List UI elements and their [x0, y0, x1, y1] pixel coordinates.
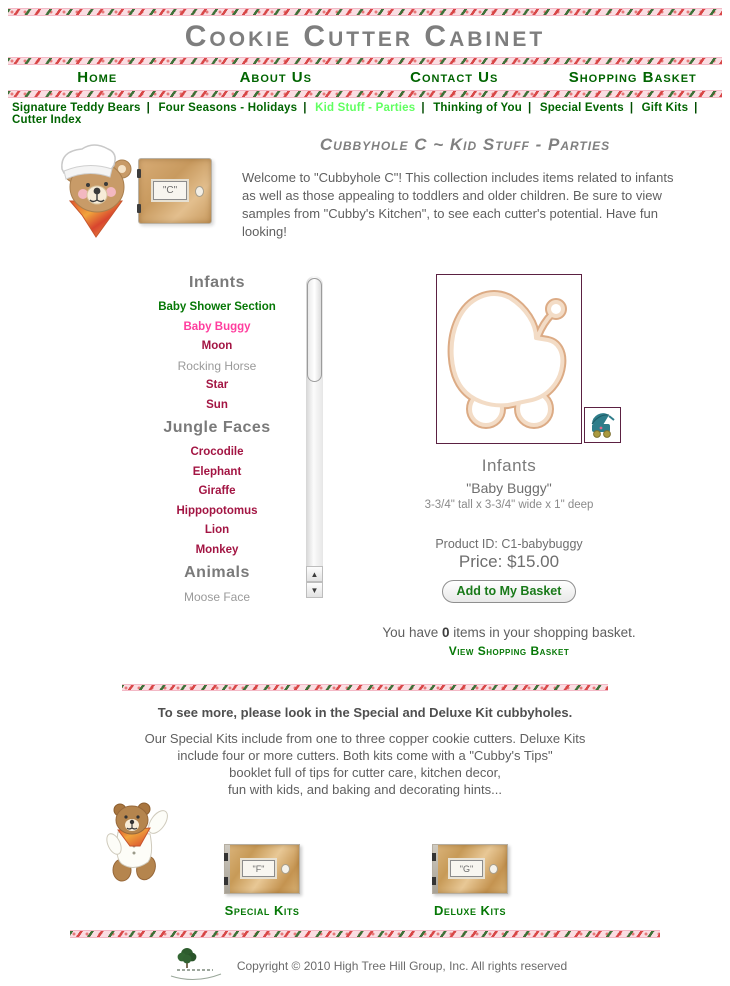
product-id: Product ID: C1-babybuggy: [435, 537, 583, 551]
page-title: Cubbyhole C ~ Kid Stuff - Parties: [319, 135, 611, 154]
basket-status-post: items in your shopping basket.: [449, 625, 636, 640]
product-category: Infants: [481, 456, 537, 475]
list-item-moose-face: Moose Face: [183, 590, 251, 604]
cutter-list-panel: [0, 270, 330, 660]
category-nav: [0, 98, 730, 126]
intro-text-column: [242, 132, 730, 250]
scrollbar-thumb[interactable]: [307, 278, 322, 382]
list-item-rocking-horse: Rocking Horse: [177, 358, 257, 373]
list-link-star[interactable]: Star: [205, 379, 229, 391]
subnav-signature-teddy-bears[interactable]: Signature Teddy Bears: [12, 102, 141, 114]
book-f-label: "F": [242, 860, 275, 877]
main-nav: [8, 65, 722, 90]
list-link-baby-shower-section[interactable]: Baby Shower Section: [158, 301, 276, 313]
kits-paragraph: [0, 730, 730, 798]
nav-shopping-basket[interactable]: Shopping Basket: [568, 69, 697, 86]
product-section: [0, 270, 730, 660]
nav-about-us[interactable]: About Us: [239, 69, 312, 86]
book-hinge: [432, 877, 436, 885]
site-title: Cookie Cutter Cabinet: [184, 20, 546, 53]
basket-count: 0: [441, 625, 450, 640]
cabinet-hinge: [137, 169, 141, 178]
book-hinge: [432, 853, 436, 861]
subnav-separator: |: [421, 102, 425, 114]
subnav-separator: |: [694, 102, 698, 114]
list-link-elephant[interactable]: Elephant: [192, 465, 242, 478]
candy-stripe-under-nav: [8, 90, 722, 98]
product-name: "Baby Buggy": [466, 480, 552, 496]
subnav-cutter-index[interactable]: Cutter Index: [12, 114, 82, 126]
kits-paragraph-line: booklet full of tips for cutter care, kitchen decor,: [229, 765, 501, 780]
product-price: [344, 552, 674, 572]
basket-status-pre: You have: [382, 625, 442, 640]
cutter-list: [142, 270, 292, 660]
kits-section: [0, 684, 730, 920]
price-label: Price:: [458, 552, 503, 571]
cabinet-hinge: [137, 204, 141, 213]
kits-headline: To see more, please look in the Special and Deluxe Kit cubbyholes.: [157, 705, 573, 720]
list-link-monkey[interactable]: Monkey: [195, 543, 239, 556]
list-link-giraffe[interactable]: Giraffe: [198, 485, 236, 497]
product-panel: [344, 270, 674, 660]
baby-buggy-cutter-image: [442, 280, 576, 438]
kits-paragraph-line: fun with kids, and baking and decorating hints...: [228, 782, 502, 797]
subnav-separator: |: [146, 102, 151, 114]
nav-contact-us[interactable]: Contact Us: [410, 69, 499, 86]
decorated-buggy-thumb-icon: [589, 411, 617, 439]
candy-stripe-under-title: [8, 57, 722, 65]
kits-paragraph-line: include four or more cutters. Both kits come with a "Cubby's Tips": [177, 748, 553, 763]
list-link-crocodile[interactable]: Crocodile: [190, 446, 244, 458]
subnav-special-events[interactable]: Special Events: [539, 102, 624, 114]
list-heading-jungle-faces: Jungle Faces: [163, 419, 271, 436]
book-hinge: [224, 877, 228, 885]
nav-home[interactable]: Home: [77, 69, 118, 86]
price-value: $15.00: [507, 552, 560, 571]
list-scrollbar[interactable]: [306, 276, 323, 598]
kits-paragraph-line: Our Special Kits include from one to three copper cookie cutters. Deluxe Kits: [144, 731, 586, 746]
intro-section: [0, 132, 730, 250]
welcome-paragraph: Welcome to "Cubbyhole C"! This collection includes items related to infants as well as those appealing to toddlers and older children. Be sure to view samples from "Cubby's Kitchen", to see each cutter's potential. Have fun looking!: [242, 170, 674, 239]
chef-bear-icon: [52, 139, 144, 243]
list-heading-infants: Infants: [189, 274, 245, 291]
kits-links-row: [0, 802, 730, 920]
list-heading-animals: Animals: [184, 564, 250, 581]
high-tree-hill-logo: [163, 946, 227, 986]
footer: [0, 946, 730, 986]
deluxe-kits-link[interactable]: Deluxe Kits: [434, 903, 506, 918]
product-thumbnail[interactable]: [584, 407, 621, 443]
view-shopping-basket-link[interactable]: View Shopping Basket: [448, 644, 570, 658]
waving-bear-icon: [92, 802, 178, 882]
list-link-lion[interactable]: Lion: [204, 524, 230, 536]
book-g-label: "G": [450, 860, 483, 877]
book-hinge: [224, 853, 228, 861]
scrollbar-up-icon[interactable]: ▲: [306, 566, 323, 582]
candy-stripe-divider: [122, 684, 608, 691]
cabinet-knob: [195, 186, 204, 197]
special-kits-book[interactable]: [224, 844, 300, 894]
subnav-separator: |: [629, 102, 634, 114]
candy-stripe-top: [8, 8, 722, 16]
list-link-hippopotomus[interactable]: Hippopotomus: [176, 504, 258, 517]
scrollbar-down-icon[interactable]: ▼: [306, 582, 323, 598]
cubbyhole-c-cabinet[interactable]: [138, 158, 212, 224]
deluxe-kits-book[interactable]: [432, 844, 508, 894]
subnav-four-seasons-holidays[interactable]: Four Seasons - Holidays: [158, 102, 298, 114]
cabinet-label: "C": [153, 181, 187, 200]
list-link-sun[interactable]: Sun: [206, 398, 228, 411]
subnav-gift-kits[interactable]: Gift Kits: [641, 102, 689, 114]
book-knob: [281, 864, 290, 874]
subnav-separator: |: [303, 102, 307, 114]
cubby-bear-logo: [0, 132, 242, 250]
basket-status: [344, 625, 674, 640]
copyright-text: Copyright © 2010 High Tree Hill Group, Inc. All rights reserved: [236, 959, 568, 973]
list-link-baby-buggy-selected[interactable]: Baby Buggy: [183, 320, 251, 333]
add-to-basket-button[interactable]: Add to My Basket: [442, 580, 577, 603]
product-dimensions: 3-3/4" tall x 3-3/4" wide x 1" deep: [424, 499, 594, 511]
list-link-moon[interactable]: Moon: [201, 340, 233, 352]
subnav-separator: |: [528, 102, 532, 114]
book-knob: [489, 864, 498, 874]
product-image: [436, 274, 582, 444]
special-kits-link[interactable]: Special Kits: [224, 903, 300, 918]
subnav-kid-stuff-parties-active[interactable]: Kid Stuff - Parties: [315, 102, 416, 114]
candy-stripe-footer: [70, 930, 660, 938]
subnav-thinking-of-you[interactable]: Thinking of You: [433, 102, 522, 114]
